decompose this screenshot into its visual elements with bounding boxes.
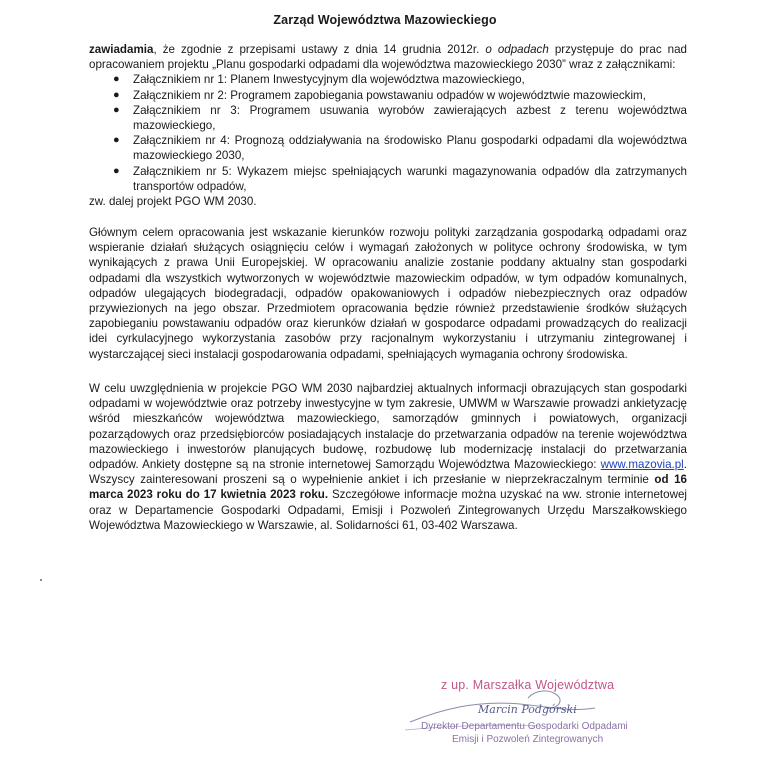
intro-lead bbox=[89, 42, 687, 72]
intro-lead-bold: zawiadamia bbox=[89, 43, 154, 56]
survey-text-3: Szczegółowe informacje można uzyskać na ww. stronie internetowej oraz w Departamencie Gospodarki Odpadami, Emisji i Pozwoleń Zintegrowanych Urzędu Marszałkowskiego Województwa Mazowieckiego w Warszawie, al. Solidarności 61, 03-402 Warszawa. bbox=[89, 488, 687, 532]
scan-speck bbox=[40, 579, 42, 581]
attachments-list bbox=[89, 72, 687, 194]
document-title: Zarząd Województwa Mazowieckiego bbox=[273, 13, 497, 27]
intro-closing: zw. dalej projekt PGO WM 2030. bbox=[89, 195, 257, 209]
attachment-text: Załącznikiem nr 5: Wykazem miejsc spełniających warunki magazynowania odpadów dla zatrzymanych transportów odpadów, bbox=[133, 164, 687, 193]
attachment-text: Załącznikiem nr 3: Programem usuwania wyrobów zawierających azbest z terenu województwa mazowieckiego, bbox=[133, 103, 687, 133]
paragraph-survey-text bbox=[89, 381, 687, 533]
intro-section bbox=[89, 42, 687, 209]
intro-lead-italic: o odpadach bbox=[485, 43, 549, 56]
list-item bbox=[89, 103, 687, 133]
stamp-department: Emisji i Pozwoleń Zintegrowanych bbox=[452, 734, 604, 745]
attachment-text: Załącznikiem nr 4: Prognozą oddziaływania na środowisko Planu gospodarki odpadami dla województwa mazowieckiego 2030, bbox=[133, 134, 687, 163]
paragraph-survey bbox=[89, 381, 687, 533]
attachment-text: Załącznikiem nr 1: Planem Inwestycyjnym dla województwa mazowieckiego, bbox=[133, 73, 525, 87]
intro-lead-text-2: przystępuje do prac nad opracowaniem projektu „Planu gospodarki odpadami dla województwa mazowieckiego 2030” wraz z załącznikami: bbox=[89, 43, 687, 72]
mazovia-link[interactable]: www.mazovia.pl bbox=[600, 458, 684, 472]
survey-text-2: . Wszyscy zainteresowani proszeni są o wypełnienie ankiet i ich przesłanie w nieprzekraczalnym terminie bbox=[89, 458, 687, 487]
list-item bbox=[89, 72, 687, 87]
survey-text-1: W celu uwzględnienia w projekcie PGO WM 2030 najbardziej aktualnych informacji obrazujących stan gospodarki odpadami w województwie oraz potrzeby inwestycyjne w tym zakresie, UMWM w Warszawie prowadzi ankietyzację wśród mieszkańców województwa mazowieckiego, samorządów gminnych i powiatowych, organizacji pozarządowych oraz przedsiębiorców posiadających instalacje do przetwarzania odpadów na terenie województwa mazowieckiego i inwestorów planujących budowę, rozbudowę lub modernizację instalacji do przetwarzania odpadów. Ankiety dostępne są na stronie internetowej Samorządu Województwa Mazowieckiego: bbox=[89, 382, 687, 472]
bullet-icon: ● bbox=[113, 164, 120, 177]
list-item bbox=[89, 88, 687, 103]
list-item bbox=[89, 164, 687, 194]
attachment-text: Załącznikiem nr 2: Programem zapobiegania powstawaniu odpadów w województwie mazowieckim, bbox=[133, 88, 646, 102]
bullet-icon: ● bbox=[113, 134, 120, 147]
paragraph-goals bbox=[89, 225, 687, 362]
stamp-authorization: z up. Marszałka Województwa bbox=[441, 678, 615, 692]
stamp-position: Dyrektor Departamentu Gospodarki Odpadami bbox=[421, 721, 628, 732]
intro-lead-text-1: , że zgodnie z przepisami ustawy z dnia 14 grudnia 2012r. bbox=[153, 43, 486, 56]
bullet-icon: ● bbox=[113, 73, 120, 86]
survey-deadline: od 16 marca 2023 roku do 17 kwietnia 2023 roku. bbox=[89, 473, 687, 502]
paragraph-goals-text: Głównym celem opracowania jest wskazanie kierunków rozwoju polityki zarządzania gospodarką odpadami oraz wspieranie działań służących osiągnięciu celów i wymagań założonych w polityce ochrony środowiska, w tym wynikających z prawa Unii Europejskiej. W opracowaniu analizie zostanie poddany aktualny stan gospodarki odpadami dla wszystkich wytworzonych w województwie mazowieckim odpadów, w tym odpadów komunalnych, odpadów ulegających biodegradacji, odpadów opakowaniowych i odpadów niebezpiecznych oraz odpadów przywiezionych na jego obszar. Przedmiotem opracowania będzie również przedstawienie środków służących zapobieganiu powstawaniu odpadów oraz kierunków działań w gospodarce odpadami prowadzących do realizacji idei cyrkulacyjnego wykorzystania zasobów przy racjonalnym wykorzystaniu i utrzymaniu zintegrowanej i wystarczającej sieci instalacji gospodarowania odpadami, spełniających wymagania ochrony środowiska. bbox=[89, 226, 687, 361]
bullet-icon: ● bbox=[113, 88, 120, 101]
bullet-icon: ● bbox=[113, 103, 120, 116]
list-item bbox=[89, 133, 687, 163]
stamp-signatory: Marcin Podgórski bbox=[478, 703, 577, 716]
